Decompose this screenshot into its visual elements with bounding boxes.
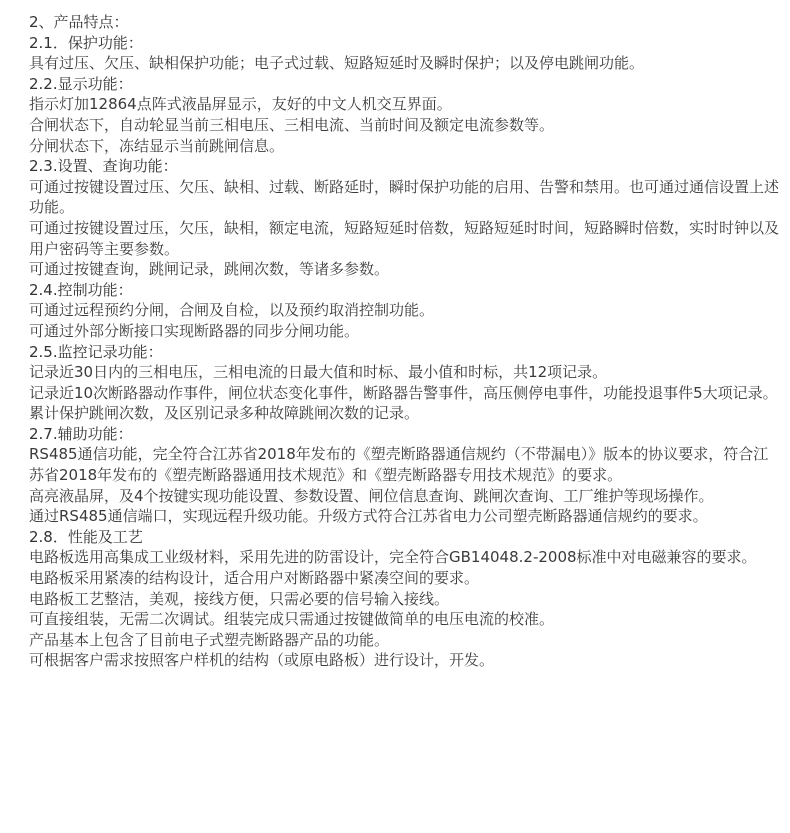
paragraph: 产品基本上包含了目前电子式塑壳断路器产品的功能。 (29, 630, 390, 649)
paragraph: 记录近30日内的三相电压，三相电流的日最大值和时标、最小值和时标，共12项记录。 (29, 363, 608, 382)
paragraph: 累计保护跳闸次数，及区别记录多种故障跳闸次数的记录。 (29, 404, 420, 423)
paragraph: 记录近10次断路器动作事件，闸位状态变化事件，断路器告警事件，高压侧停电事件，功能投退事件5大项记录。 (29, 383, 778, 402)
heading-auxiliary: 2.7.辅助功能： (29, 424, 133, 443)
paragraph: 电路板选用高集成工业级材料，采用先进的防雷设计，完全符合GB14048.2-2008标准中对电磁兼容的要求。 (29, 548, 757, 567)
paragraph: 可通过按键设置过压、欠压、缺相、过载、断路延时，瞬时保护功能的启用、告警和禁用。也可通过通信设置上述功能。 (29, 177, 780, 217)
heading-settings-query: 2.3.设置、查询功能： (29, 157, 178, 176)
document-body (29, 12, 781, 671)
section-title: 2、产品特点： (29, 13, 129, 31)
heading-protection: 2.1．保护功能： (29, 33, 143, 52)
heading-control: 2.4.控制功能： (29, 280, 133, 299)
paragraph: 通过RS485通信端口，实现远程升级功能。升级方式符合江苏省电力公司塑壳断路器通信规约的要求。 (29, 507, 708, 526)
paragraph: 电路板工艺整洁，美观，接线方便，只需必要的信号输入接线。 (29, 589, 450, 608)
paragraph: 可通过按键设置过压，欠压，缺相，额定电流，短路短延时倍数，短路短延时时间，短路瞬时倍数，实时时钟以及用户密码等主要参数。 (29, 218, 780, 258)
heading-display: 2.2.显示功能： (29, 74, 133, 93)
heading-monitor-record: 2.5.监控记录功能： (29, 342, 163, 361)
paragraph: 电路板采用紧凑的结构设计，适合用户对断路器中紧凑空间的要求。 (29, 569, 480, 588)
paragraph: RS485通信功能，完全符合江苏省2018年发布的《塑壳断路器通信规约（不带漏电）》版本的协议要求，符合江苏省2018年发布的《塑壳断路器通用技术规范》和《塑壳断路器专用技术规范》的要求。 (29, 445, 769, 485)
paragraph: 分闸状态下，冻结显示当前跳闸信息。 (29, 136, 285, 155)
paragraph: 可通过按键查询，跳闸记录，跳闸次数，等诸多参数。 (29, 260, 390, 279)
paragraph: 高亮液晶屏，及4个按键实现功能设置、参数设置、闸位信息查询、跳闸次查询、工厂维护等现场操作。 (29, 486, 714, 505)
paragraph: 可通过外部分断接口实现断路器的同步分闸功能。 (29, 321, 360, 340)
paragraph: 可通过远程预约分闸，合闸及自检，以及预约取消控制功能。 (29, 301, 435, 320)
paragraph: 可直接组装，无需二次调试。组装完成只需通过按键做简单的电压电流的校准。 (29, 610, 555, 629)
heading-performance-process: 2.8．性能及工艺 (29, 527, 143, 546)
paragraph: 合闸状态下，自动轮显当前三相电压、三相电流、当前时间及额定电流参数等。 (29, 115, 555, 134)
paragraph: 可根据客户需求按照客户样机的结构（或原电路板）进行设计，开发。 (29, 651, 495, 670)
paragraph: 指示灯加12864点阵式液晶屏显示，友好的中文人机交互界面。 (29, 95, 452, 114)
paragraph: 具有过压、欠压、缺相保护功能；电子式过载、短路短延时及瞬时保护；以及停电跳闸功能。 (29, 54, 645, 73)
